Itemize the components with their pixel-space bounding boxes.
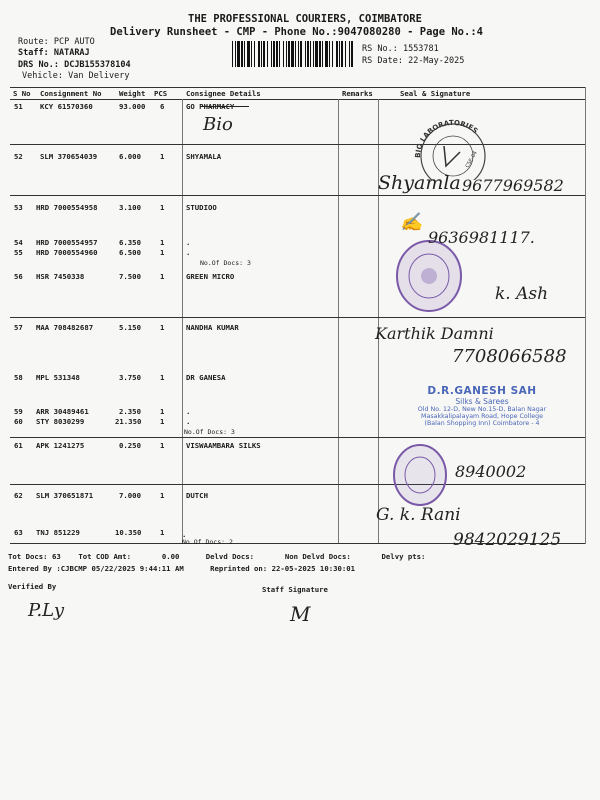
no-of-docs-1: No.Of Docs: 3 — [200, 259, 251, 267]
staff-signature-label: Staff Signature — [262, 585, 328, 594]
purple-seal-stamp — [395, 238, 463, 314]
verified-signature: P.Ly — [28, 600, 64, 621]
row53-weight: 3.100 — [119, 203, 141, 212]
row59-pcs: 1 — [160, 407, 165, 416]
ganesh-sah-stamp: D.R.GANESH SAH Silks & Sarees Old No. 12-D, New No.15-D, Balan Nagar Masakkalipalayam Road, Hope College (Balan Shopping Inn) Coimbatore - 4 — [417, 385, 547, 427]
row57-cons: MAA 708482687 — [36, 323, 94, 332]
hand-row56: k. Ash — [495, 284, 549, 304]
hand-row62-phone: 9842029125 — [453, 530, 562, 550]
row61-pcs: 1 — [160, 441, 165, 450]
row63-weight: 10.350 — [115, 528, 142, 537]
row62-consignee: DUTCH — [186, 491, 208, 500]
bio-laboratories-stamp — [408, 108, 498, 180]
svg-text:CSE-04: CSE-04 — [464, 150, 479, 169]
row61-weight: 0.250 — [119, 441, 141, 450]
row54-cons: HRD 7000554957 — [36, 238, 98, 247]
row54-weight: 6.350 — [119, 238, 141, 247]
row62-sno: 62 — [14, 491, 23, 500]
vehicle-line: Vehicle: Van Delivery — [22, 71, 130, 81]
row62-weight: 7.000 — [119, 491, 141, 500]
row54-sno: 54 — [14, 238, 23, 247]
entered-line: Entered By :CJBCMP 05/22/2025 9:44:11 AM Reprinted on: 22-05-2025 10:30:01 — [8, 564, 356, 573]
row61-cons: APK 1241275 — [36, 441, 85, 450]
totals-line: Tot Docs: 63 Tot COD Amt: 0.00 Delvd Docs: Non Delvd Docs: Delvy pts: — [8, 552, 426, 561]
row56-cons: HSR 7450338 — [36, 272, 85, 281]
row59-weight: 2.350 — [119, 407, 141, 416]
row55-weight: 6.500 — [119, 248, 141, 257]
row51-consignee: GO PHARMACY — [186, 102, 235, 111]
row54-consignee: . — [186, 238, 191, 247]
hand-row57-name: Karthik Damni — [375, 324, 494, 343]
row56-weight: 7.500 — [119, 272, 141, 281]
row63-cons: TNJ 851229 — [36, 528, 80, 537]
row57-consignee: NANDHA KUMAR — [186, 323, 239, 332]
row59-cons: ARR 30489461 — [36, 407, 89, 416]
row63-sno: 63 — [14, 528, 23, 537]
row55-sno: 55 — [14, 248, 23, 257]
hand-row53-scribble: ✍ — [400, 212, 423, 233]
runsheet-subtitle: Delivery Runsheet - CMP - Phone No.:9047080280 - Page No.:4 — [110, 26, 483, 38]
row60-sno: 60 — [14, 417, 23, 426]
hand-row52-phone: 9677969582 — [462, 176, 564, 195]
hand-row62-name: G. k. Rani — [376, 505, 461, 525]
rs-no-line: RS No.: 1553781 — [362, 44, 439, 54]
col-consignee: Consignee Details — [186, 89, 261, 98]
row51-weight: 93.000 — [119, 102, 146, 111]
verified-by-label: Verified By — [8, 582, 57, 591]
row60-pcs: 1 — [160, 417, 165, 426]
col-pcs: PCS — [154, 89, 168, 98]
staff-line: Staff: NATARAJ — [18, 48, 90, 58]
row58-weight: 3.750 — [119, 373, 141, 382]
row52-sno: 52 — [14, 152, 23, 161]
row58-cons: MPL 531348 — [36, 373, 80, 382]
row60-consignee: . — [186, 417, 191, 426]
row61-consignee: VISWAAMBARA SILKS — [186, 441, 261, 450]
row55-consignee: . — [186, 248, 191, 257]
row51-sno: 51 — [14, 102, 23, 111]
row58-pcs: 1 — [160, 373, 165, 382]
route-line: Route: PCP AUTO — [18, 37, 95, 47]
purple-seal-stamp-2 — [392, 443, 448, 507]
staff-signature: M — [290, 602, 311, 626]
row52-cons: SLM 370654039 — [40, 152, 98, 161]
row56-consignee: GREEN MICRO — [186, 272, 235, 281]
row62-pcs: 1 — [160, 491, 165, 500]
row60-cons: STY 8030299 — [36, 417, 85, 426]
col-remarks: Remarks — [342, 89, 373, 98]
row62-cons: SLM 370651871 — [36, 491, 94, 500]
row57-weight: 5.150 — [119, 323, 141, 332]
hand-row52-name: Shyamla — [378, 172, 461, 194]
row51-pcs: 6 — [160, 102, 165, 111]
hand-row51: Bio — [203, 114, 233, 135]
hand-row53-num: 9636981117. — [428, 228, 535, 247]
no-of-docs-2: No.Of Docs: 3 — [184, 428, 235, 436]
col-weight: Weight — [119, 89, 146, 98]
rs-date-line: RS Date: 22-May-2025 — [362, 56, 465, 66]
row54-pcs: 1 — [160, 238, 165, 247]
col-consignment: Consignment No — [40, 89, 102, 98]
row58-consignee: DR GANESA — [186, 373, 226, 382]
row60-weight: 21.350 — [115, 417, 142, 426]
row53-consignee: STUDIOO — [186, 203, 217, 212]
row51-cons: KCY 61570360 — [40, 102, 93, 111]
row57-pcs: 1 — [160, 323, 165, 332]
svg-text:BIO LABORATORIES: BIO LABORATORIES — [413, 118, 480, 159]
row58-sno: 58 — [14, 373, 23, 382]
row52-consignee: SHYAMALA — [186, 152, 222, 161]
row61-sno: 61 — [14, 441, 23, 450]
row56-pcs: 1 — [160, 272, 165, 281]
row53-pcs: 1 — [160, 203, 165, 212]
row63-consignee: . — [182, 530, 187, 539]
row52-pcs: 1 — [160, 152, 165, 161]
row52-weight: 6.000 — [119, 152, 141, 161]
row55-cons: HRD 7000554960 — [36, 248, 98, 257]
drs-line: DRS No.: DCJB155378104 — [18, 60, 131, 70]
row57-sno: 57 — [14, 323, 23, 332]
row59-sno: 59 — [14, 407, 23, 416]
no-of-docs-3: No.Of Docs: 2 — [182, 538, 233, 546]
barcode — [230, 41, 355, 68]
hand-row61-num: 8940002 — [455, 462, 527, 481]
company-title: THE PROFESSIONAL COURIERS, COIMBATORE — [188, 13, 422, 25]
row53-cons: HRD 7000554958 — [36, 203, 98, 212]
row63-pcs: 1 — [160, 528, 165, 537]
row59-consignee: . — [186, 407, 191, 416]
hand-row57-phone: 7708066588 — [452, 346, 567, 367]
col-seal: Seal & Signature — [400, 89, 471, 98]
col-sno: S No — [13, 89, 31, 98]
row56-sno: 56 — [14, 272, 23, 281]
row53-sno: 53 — [14, 203, 23, 212]
row55-pcs: 1 — [160, 248, 165, 257]
